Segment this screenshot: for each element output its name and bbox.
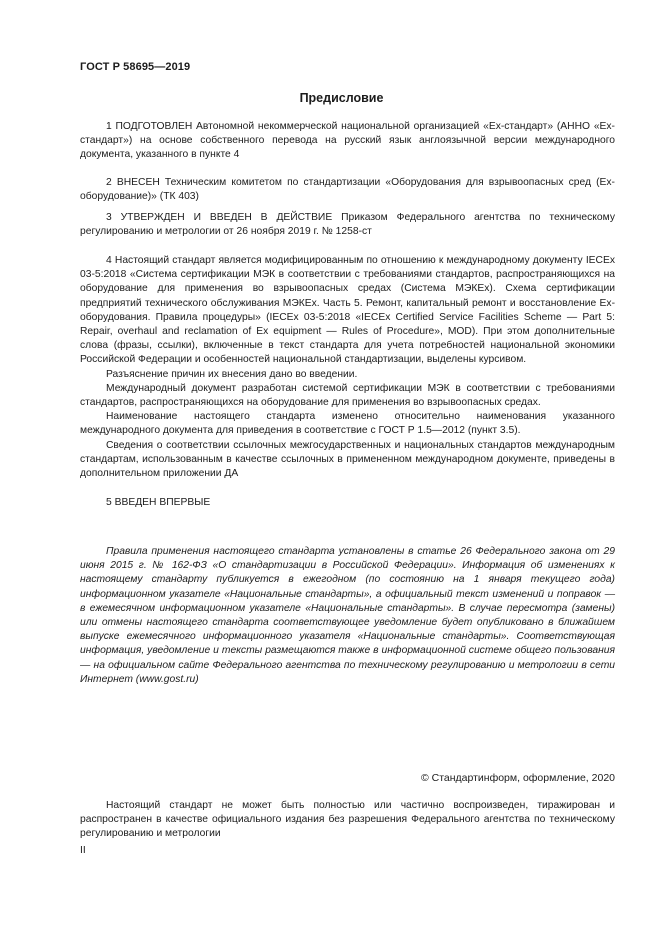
- section-4-paragraph: Разъяснение причин их внесения дано во введении.: [106, 368, 358, 380]
- section-2-text: 2 ВНЕСЕН Техническим комитетом по стандартизации «Оборудования для взрывоопасных сред (Ех-оборудование)» (ТК 403): [80, 177, 615, 203]
- section-3-text: 3 УТВЕРЖДЕН И ВВЕДЕН В ДЕЙСТВИЕ Приказом Федерального агентства по техническому регулированию и метрологии от 26 ноября 2019 г. № 1258-ст: [80, 212, 615, 238]
- section-5-text: 5 ВВЕДЕН ВПЕРВЫЕ: [106, 497, 211, 508]
- application-notice: Правила применения настоящего стандарта установлены в статье 26 Федерального закона от 29 июня 2015 г. № 162-ФЗ «О стандартизации в Российской Федерации». Информация об изменениях к настоящему стандарту публикуется в ежегодном (по состоянию на 1 января текущего года) информационном указателе «Национальные стандарты», а официальный текст изменений и поправок — в ежемесячном информационном указателе «Национальные стандарты». В случае пересмотра (замены) или отмены настоящего стандарта соответствующее уведомление будет опубликовано в ближайшем выпуске ежемесячного информационного указателя «Национальные стандарты». Соответствующая информация, уведомление и тексты размещаются также в информационной системе общего пользования — на официальном сайте Федерального агентства по техническому регулированию и метрологии в сети Интернет (www.gost.ru): [80, 546, 615, 685]
- section-4-paragraph: 4 Настоящий стандарт является модифицированным по отношению к международному документу IECEx 03-5:2018 «Система сертификации МЭК в соответствии с требованиями стандартов, распространяющихся на оборудование для применения во взрывоопасных средах (Система МЭКЕх). Схема сертификации предприятий технического обслуживания МЭКЕх. Часть 5. Ремонт, капитальный ремонт и восстановление Ех-оборудования. Правила процедуры» (IECEx 03-5:2018 «IECEx Certified Service Facilities Scheme — Part 5: Repair, overhaul and reclamation of Ex equipment — Rules of Procedure», MOD). При этом дополнительные слова (фразы, ссылки), включенные в текст стандарта для учета потребностей национальной экономики Российской Федерации и особенностей национальной стандартизации, выделены курсивом.: [80, 255, 615, 366]
- section-4-paragraph: Наименование настоящего стандарта изменено относительно наименования указанного международного документа для приведения в соответствие с ГОСТ Р 1.5—2012 (пункт 3.5).: [80, 411, 615, 437]
- section-4-paragraph: Международный документ разработан системой сертификации МЭК в соответствии с требованиями стандартов, распространяющихся на оборудование для применения во взрывоопасных средах.: [80, 382, 615, 409]
- section-1: [80, 120, 615, 163]
- page-title: Предисловие: [299, 91, 384, 105]
- section-5: [80, 496, 615, 510]
- section-1-text: 1 ПОДГОТОВЛЕН Автономной некоммерческой национальной организацией «Ех-стандарт» (АННО «Ех-стандарт») на основе собственного перевода на русский язык англоязычной версии международного документа, указанного в пункте 4: [80, 121, 615, 161]
- standard-id: ГОСТ Р 58695—2019: [80, 61, 191, 73]
- section-2: [80, 176, 615, 204]
- section-4-paragraph: Сведения о соответствии ссылочных межгосударственных и национальных стандартов международным стандартам, использованным в качестве ссылочных в примененном международном документе, приведены в дополнительном приложении ДА: [80, 439, 615, 480]
- section-4: [80, 254, 615, 481]
- reproduction-rights: Настоящий стандарт не может быть полностью или частично воспроизведен, тиражирован и распространен в качестве официального издания без разрешения Федерального агентства по техническому регулированию и метрологии: [80, 800, 615, 840]
- page-number: II: [80, 845, 86, 856]
- copyright: © Стандартинформ, оформление, 2020: [420, 772, 615, 784]
- section-3: [80, 211, 615, 239]
